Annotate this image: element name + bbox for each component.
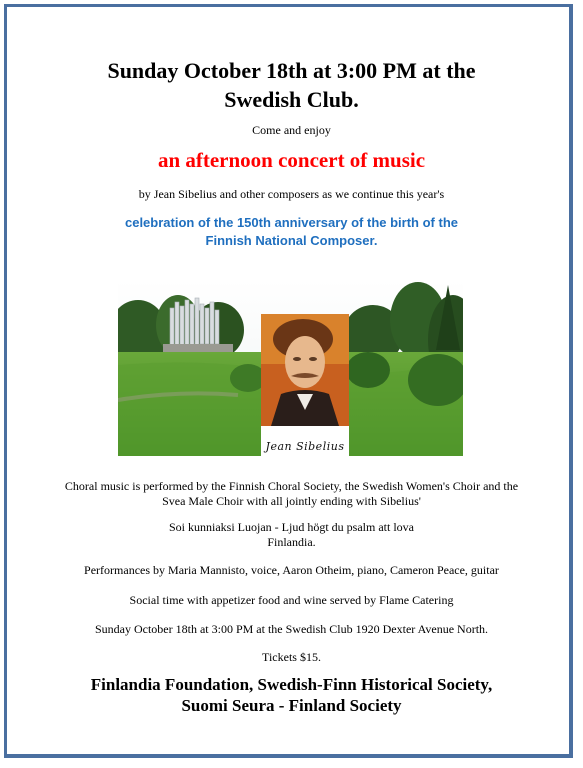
- sponsors-line-1: Finlandia Foundation, Swedish-Finn Historical Society,: [90, 675, 493, 694]
- choral-text: [0, 479, 583, 509]
- signature: Jean Sibelius: [265, 439, 345, 453]
- performances-text: Performances by Maria Mannisto, voice, Aaron Otheim, piano, Cameron Peace, guitar: [84, 563, 499, 577]
- sponsors-line-2: Suomi Seura - Finland Society: [181, 696, 402, 715]
- celebration-text: [0, 214, 583, 250]
- when-where-text: Sunday October 18th at 3:00 PM at the Swedish Club 1920 Dexter Avenue North.: [94, 622, 489, 636]
- portrait-image: [261, 314, 349, 426]
- park-photo: [118, 280, 463, 456]
- headline-line-2: Swedish Club.: [224, 87, 359, 112]
- social-text: Social time with appetizer food and wine served by Flame Catering: [129, 593, 454, 607]
- choral-line-1: Choral music is performed by the Finnish Choral Society, the Swedish Women's Choir and the: [64, 479, 519, 493]
- choral-line-2: Svea Male Choir with all jointly ending with Sibelius': [162, 494, 421, 508]
- concert-heading: an afternoon concert of music: [157, 148, 426, 172]
- come-enjoy-text: Come and enjoy: [252, 123, 331, 137]
- tickets-text: Tickets $15.: [262, 650, 321, 664]
- signature-box: [261, 431, 349, 456]
- song-line-2: Finlandia.: [267, 535, 316, 549]
- celebration-line-2: Finnish National Composer.: [205, 233, 378, 248]
- headline-line-1: Sunday October 18th at 3:00 PM at the: [107, 58, 476, 83]
- song-text: [0, 520, 583, 550]
- song-line-1: Soi kunniaksi Luojan - Ljud högt du psalm att lova: [169, 520, 414, 534]
- by-line-text: by Jean Sibelius and other composers as we continue this year's: [138, 187, 445, 201]
- sibelius-portrait: [261, 314, 349, 456]
- sponsors: [0, 674, 583, 716]
- celebration-line-1: celebration of the 150th anniversary of the birth of the: [124, 215, 458, 230]
- headline: [0, 56, 583, 114]
